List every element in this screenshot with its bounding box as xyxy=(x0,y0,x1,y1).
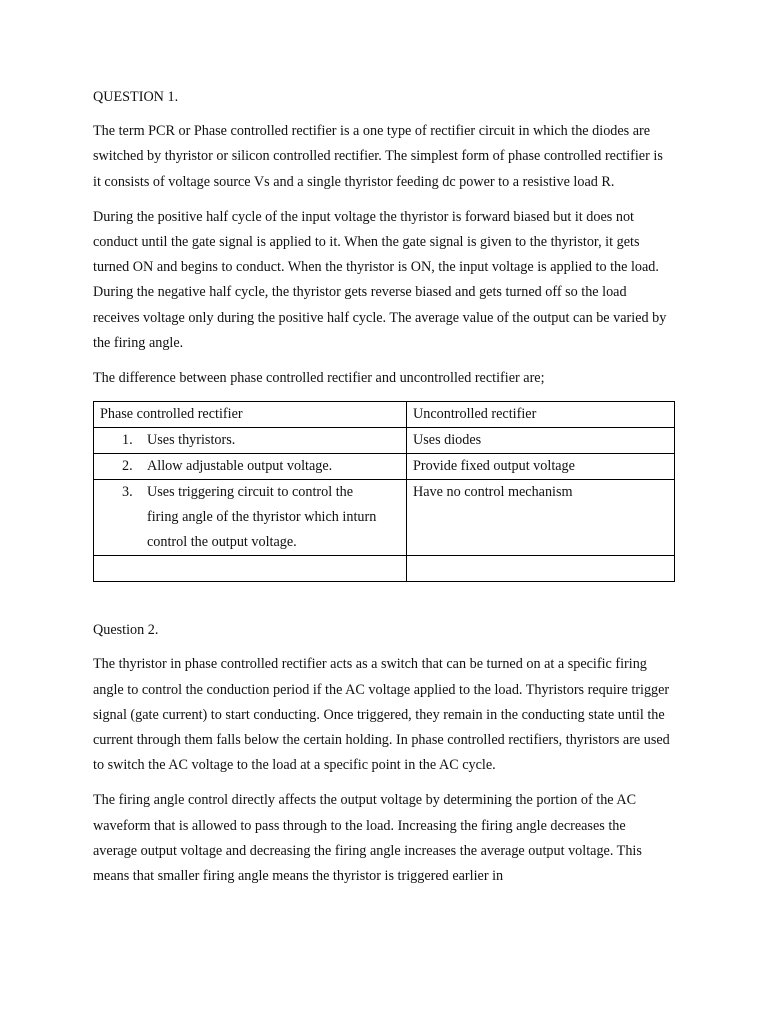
row-right-text: Provide fixed output voltage xyxy=(407,454,675,480)
question-2-heading: Question 2. xyxy=(93,622,159,639)
document-page xyxy=(93,85,673,899)
row-right-text: Uses diodes xyxy=(407,428,675,454)
table-header-uncontrolled: Uncontrolled rectifier xyxy=(407,402,675,428)
row-right-text: Have no control mechanism xyxy=(407,480,675,556)
comparison-table xyxy=(93,401,675,582)
question-2-paragraph-2: The firing angle control directly affects the output voltage by determining the portion of the AC waveform that is allowed to pass through to the load. Increasing the firing angle decreases the average output voltage and decreasing the firing angle increases the average output voltage. This means that smaller firing angle means the thyristor is triggered earlier in xyxy=(93,792,642,885)
question-1-paragraph-2: During the positive half cycle of the input voltage the thyristor is forward biased but it does not conduct until the gate signal is applied to it. When the gate signal is given to the thyristor, it gets turned ON and begins to conduct. When the thyristor is ON, the input voltage is applied to the load. During the negative half cycle, the thyristor gets reverse biased and gets turned off so the load receives voltage only during the positive half cycle. The average value of the output can be varied by the firing angle. xyxy=(93,208,667,351)
row-number: 1. xyxy=(122,432,133,449)
table-header-row xyxy=(94,402,675,428)
table-row xyxy=(94,480,675,556)
row-number: 2. xyxy=(122,458,133,475)
table-header-phase-controlled: Phase controlled rectifier xyxy=(94,402,407,428)
table-row xyxy=(94,454,675,480)
table-row xyxy=(94,428,675,454)
row-number: 3. xyxy=(122,484,133,501)
table-empty-row xyxy=(94,556,675,582)
row-left-text: Uses thyristors. xyxy=(147,432,236,449)
question-2-paragraph-1: The thyristor in phase controlled rectifier acts as a switch that can be turned on at a specific firing angle to control the conduction period if the AC voltage applied to the load. Thyristors require trigger signal (gate current) to start conducting. Once triggered, they remain in the conducting state until the current through them falls below the certain holding. In phase controlled rectifiers, thyristors are used to switch the AC voltage to the load at a specific point in the AC cycle. xyxy=(93,656,670,774)
question-1-paragraph-3: The difference between phase controlled rectifier and uncontrolled rectifier are; xyxy=(93,370,545,387)
row-left-text: Uses triggering circuit to control the firing angle of the thyristor which inturn control the output voltage. xyxy=(147,484,377,551)
row-left-text: Allow adjustable output voltage. xyxy=(147,458,333,475)
question-1-paragraph-1: The term PCR or Phase controlled rectifier is a one type of rectifier circuit in which the diodes are switched by thyristor or silicon controlled rectifier. The simplest form of phase controlled rectifier is it consists of voltage source Vs and a single thyristor feeding dc power to a resistive load R. xyxy=(93,123,663,190)
question-1-heading: QUESTION 1. xyxy=(93,89,179,105)
